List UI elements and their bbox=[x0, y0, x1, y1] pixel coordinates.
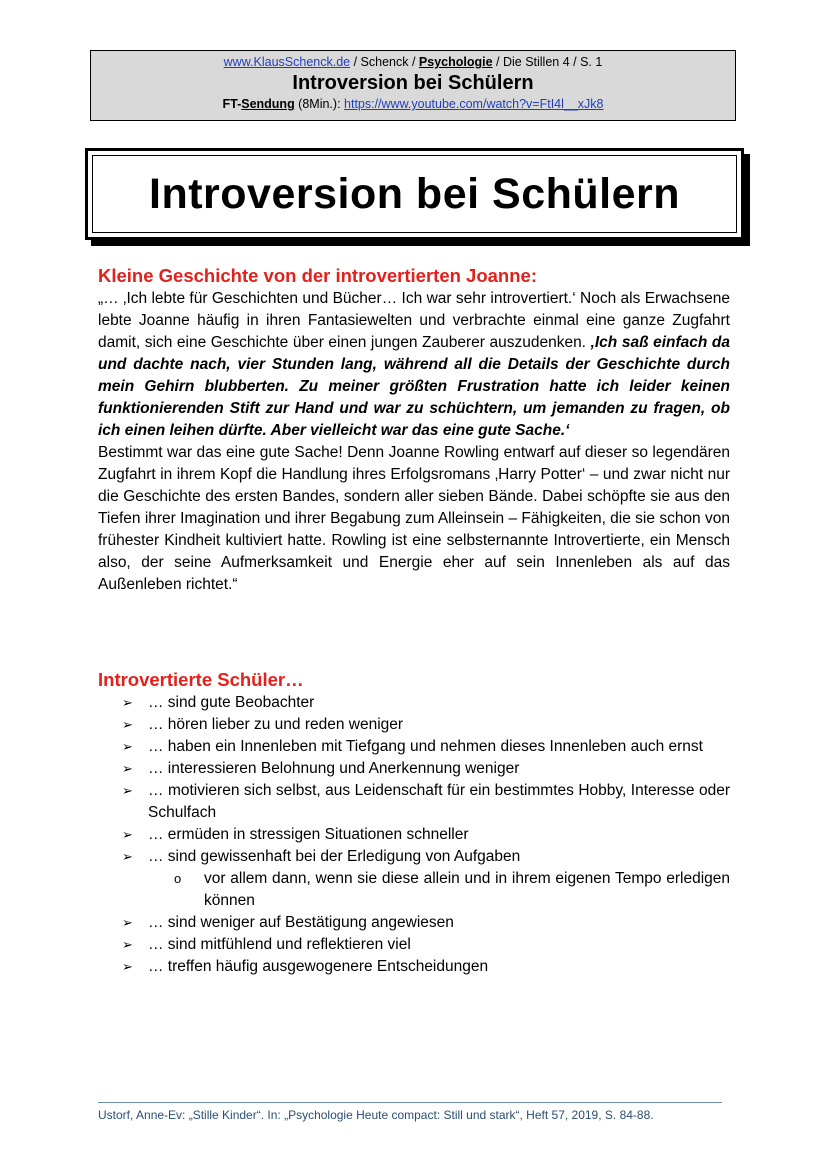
story-paragraph-2: Bestimmt war das eine gute Sache! Denn Joanne Rowling entwarf auf dieser so legendären Zugfahrt in ihrem Kopf die Handlung ihres Erfolgsromans ‚Harry Potter‘ – und zwar nicht nur die Geschichte des ersten Bandes, sondern aller sieben Bände. Dabei schöpfte sie aus den Tiefen ihrer Imagination und ihrer Begabung zum Alleinsein – Fähigkeiten, die sie schon von frühester Kindheit kultiviert hatte. Rowling ist eine selbsternannte Introvertierte, ein Mensch also, der seine Aufmerksamkeit und Energie eher auf sein Innenleben als auf das Außenleben richtet.“ bbox=[98, 444, 730, 593]
list-item-text: … ermüden in stressigen Situationen schneller bbox=[148, 826, 469, 843]
trait-list-continued bbox=[98, 912, 730, 978]
sub-list-item-text: vor allem dann, wenn sie diese allein und in ihrem eigenen Tempo erledigen können bbox=[204, 870, 730, 909]
arrow-bullet-icon: ➢ bbox=[122, 783, 133, 798]
list-item bbox=[98, 956, 730, 978]
video-link[interactable]: https://www.youtube.com/watch?v=FtI4l__xJk8 bbox=[344, 97, 604, 111]
story-quote: ‚Ich saß einfach da und dachte nach, vier Stunden lang, während all die Details der Geschichte durch mein Gehirn blubberten. Zu meiner größten Frustration hatte ich leider keinen funktionierenden Stift zur Hand und war zu schüchtern, um jemanden zu fragen, ob ich einen leihen dürfte. Aber vielleicht war das eine gute Sache.‘ bbox=[98, 334, 731, 439]
list-item-text: … sind weniger auf Bestätigung angewiesen bbox=[148, 914, 454, 931]
list-item bbox=[98, 758, 730, 780]
arrow-bullet-icon: ➢ bbox=[122, 915, 133, 930]
list-item bbox=[98, 714, 730, 736]
story-paragraph-1 bbox=[98, 288, 730, 442]
arrow-bullet-icon: ➢ bbox=[122, 717, 133, 732]
breadcrumb-separator: / bbox=[408, 55, 419, 69]
main-title: Introversion bei Schülern bbox=[92, 155, 737, 233]
list-item-text: … sind gewissenhaft bei der Erledigung von Aufgaben bbox=[148, 848, 521, 865]
story-section bbox=[98, 264, 730, 596]
circle-bullet-icon: o bbox=[174, 871, 182, 886]
list-item-text: … treffen häufig ausgewogenere Entscheidungen bbox=[148, 958, 489, 975]
list-item bbox=[98, 934, 730, 956]
sub-list bbox=[98, 868, 730, 912]
list-item bbox=[98, 692, 730, 714]
ft-sendung: Sendung bbox=[241, 97, 295, 111]
list-item-text: … sind gute Beobachter bbox=[148, 694, 315, 711]
ft-duration: (8Min.): bbox=[294, 97, 345, 111]
sub-list-item bbox=[98, 868, 730, 912]
breadcrumb-rest: / Die Stillen 4 / S. 1 bbox=[492, 55, 603, 69]
arrow-bullet-icon: ➢ bbox=[122, 849, 133, 864]
arrow-bullet-icon: ➢ bbox=[122, 695, 133, 710]
site-link[interactable]: www.KlausSchenck.de bbox=[223, 55, 351, 69]
arrow-bullet-icon: ➢ bbox=[122, 937, 133, 952]
arrow-bullet-icon: ➢ bbox=[122, 827, 133, 842]
list-item-text: … interessieren Belohnung und Anerkennung weniger bbox=[148, 760, 520, 777]
list-item bbox=[98, 912, 730, 934]
list-item bbox=[98, 736, 730, 758]
breadcrumb bbox=[91, 54, 735, 70]
list-item bbox=[98, 846, 730, 868]
main-title-frame bbox=[85, 148, 744, 240]
story-intro-text: „… ‚Ich lebte für Geschichten und Bücher… Ich war sehr introvertiert.‘ Noch als Erwachsene lebte Joanne häufig in ihren Fantasiewelten und verbrachte einmal eine ganze Zugfahrt damit, sich eine Geschichte über einen jungen Zauberer auszudenken. bbox=[98, 290, 730, 351]
header-title: Introversion bei Schülern bbox=[292, 72, 534, 94]
document-header bbox=[90, 50, 736, 121]
list-item-text: … motivieren sich selbst, aus Leidenschaft für ein bestimmtes Hobby, Interesse oder Schulfach bbox=[148, 782, 730, 821]
arrow-bullet-icon: ➢ bbox=[122, 739, 133, 754]
arrow-bullet-icon: ➢ bbox=[122, 959, 133, 974]
footer-citation: Ustorf, Anne-Ev: „Stille Kinder“. In: „Psychologie Heute compact: Still und stark“, Heft 57, 2019, S. 84-88. bbox=[98, 1108, 654, 1122]
list-item-text: … haben ein Innenleben mit Tiefgang und nehmen dieses Innenleben auch ernst bbox=[148, 738, 703, 755]
story-heading: Kleine Geschichte von der introvertierten Joanne: bbox=[98, 265, 537, 286]
list-section bbox=[98, 668, 730, 978]
list-item-text: … sind mitfühlend und reflektieren viel bbox=[148, 936, 411, 953]
video-reference bbox=[91, 96, 735, 112]
breadcrumb-subject: Psychologie bbox=[418, 55, 493, 69]
breadcrumb-separator: / bbox=[350, 55, 361, 69]
arrow-bullet-icon: ➢ bbox=[122, 761, 133, 776]
list-item bbox=[98, 824, 730, 846]
list-item-text: … hören lieber zu und reden weniger bbox=[148, 716, 404, 733]
ft-prefix: FT- bbox=[222, 97, 242, 111]
list-heading: Introvertierte Schüler… bbox=[98, 669, 304, 690]
list-item bbox=[98, 780, 730, 824]
breadcrumb-author: Schenck bbox=[360, 55, 409, 69]
trait-list bbox=[98, 692, 730, 868]
footer-divider bbox=[98, 1102, 722, 1103]
